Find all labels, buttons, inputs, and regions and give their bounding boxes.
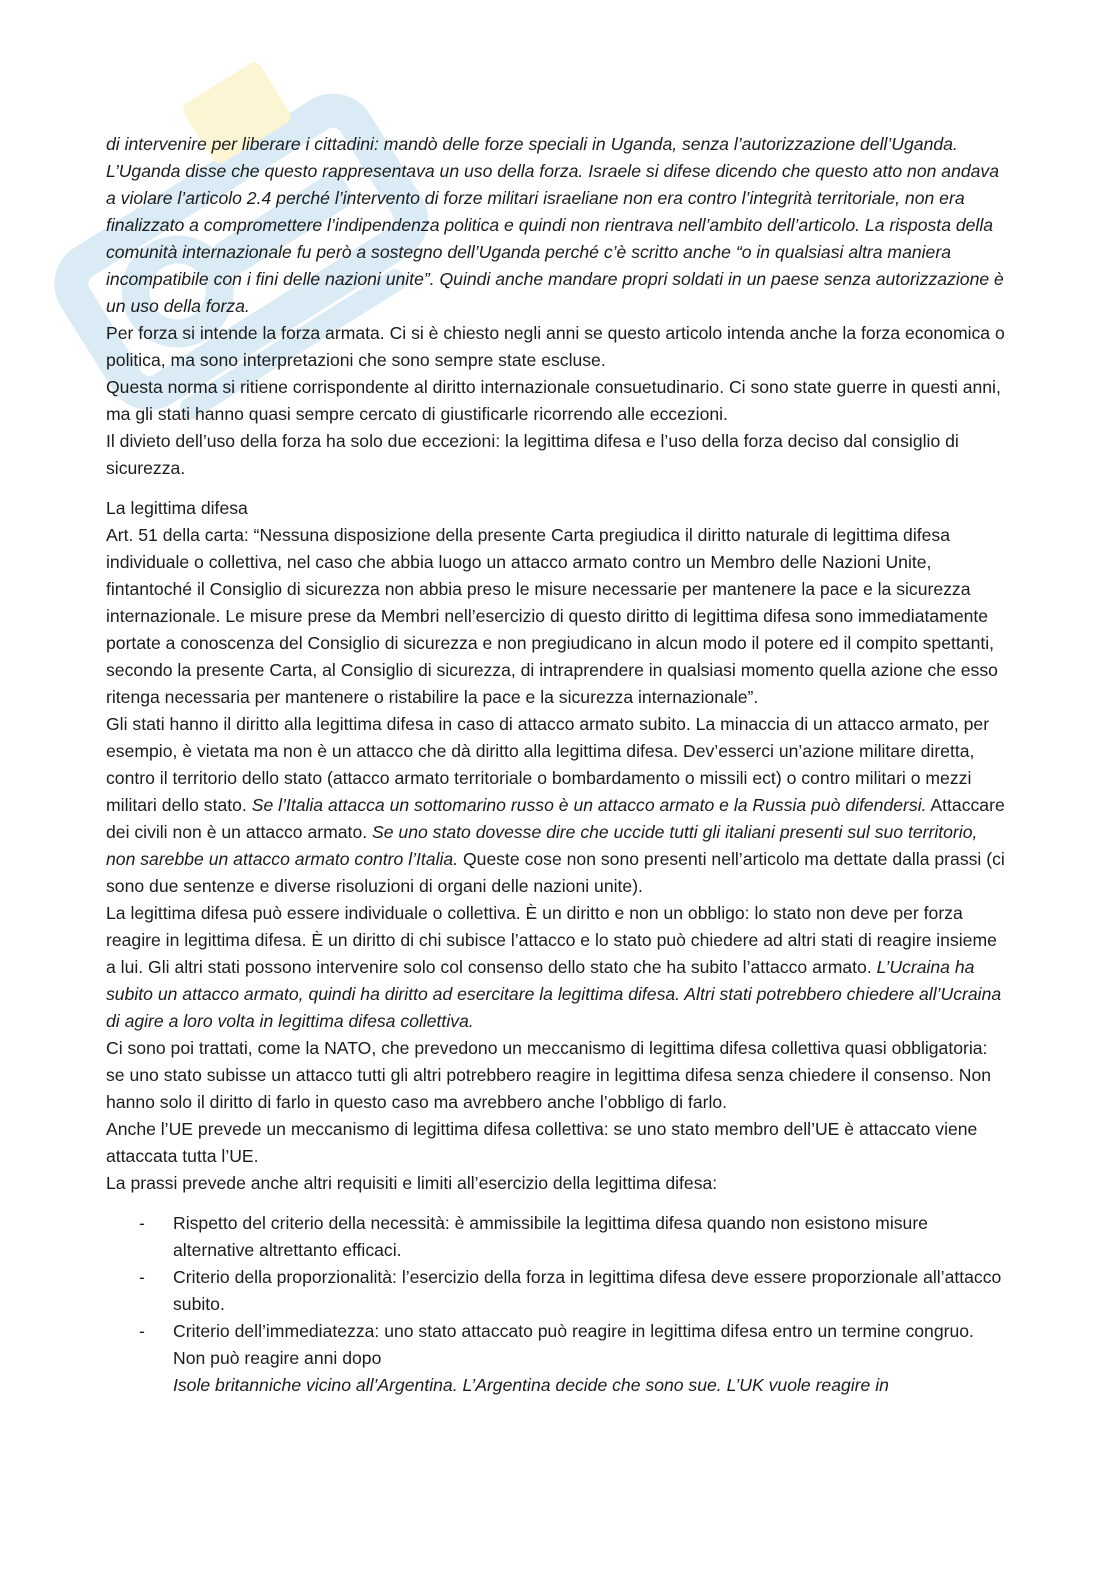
list-item-text: Criterio della proporzionalità: l’esercizio della forza in legittima difesa deve essere proporzionale all’attacco subito. bbox=[173, 1267, 1002, 1314]
list-item-text: Criterio dell’immediatezza: uno stato attaccato può reagire in legittima difesa entro un termine congruo. Non può reagire anni dopo bbox=[173, 1321, 974, 1368]
example-sottomarino: Se l’Italia attacca un sottomarino russo è un attacco armato e la Russia può difendersi. bbox=[251, 795, 927, 815]
text-run: La legittima difesa può essere individuale o collettiva. È un diritto e non un obbligo: lo stato non deve per forza reagire in legittima difesa. È un diritto di chi subisce l’attacco e lo stato può chiedere ad altri stati di reagire insieme a lui. Gli altri stati possono intervenire solo col consenso dello stato che ha subito l’attacco armato. bbox=[106, 903, 997, 977]
list-item bbox=[139, 1318, 1006, 1399]
list-bullet: - bbox=[139, 1267, 145, 1287]
text-run: Gli stati hanno il diritto alla legittima difesa in caso di attacco armato subito. La minaccia di un attacco armato, per esempio, è vietata ma non è un attacco che dà diritto alla legittima difesa. Dev’esserci un’azione militare diretta, contro il territorio dello stato (attacco armato territoriale o bombardamento o missili ect) o contro militari o mezzi militari dello stato. bbox=[106, 714, 990, 815]
example-falkland: Isole britanniche vicino all’Argentina. L’Argentina decide che sono sue. L’UK vuole reagire in bbox=[173, 1375, 889, 1395]
requirements-list bbox=[106, 1210, 1006, 1399]
example-ucraina: L’Ucraina ha subito un attacco armato, quindi ha diritto ad esercitare la legittima difesa. Altri stati potrebbero chiedere all’Ucraina di agire a loro volta in legittima difesa collettiva. bbox=[106, 957, 1002, 1031]
paragraph-diritto-consuetudinario: Questa norma si ritiene corrispondente al diritto internazionale consuetudinario. Ci sono state guerre in questi anni, ma gli stati hanno quasi sempre cercato di giustificarle ricorrendo alle eccezioni. bbox=[106, 377, 1001, 424]
paragraph-nato: Ci sono poi trattati, come la NATO, che prevedono un meccanismo di legittima difesa collettiva quasi obbligatoria: se uno stato subisse un attacco tutti gli altri potrebbero reagire in legittima difesa senza chiedere il consenso. Non hanno solo il diritto di farlo in questo caso ma avrebbero anche l’obbligo di farlo. bbox=[106, 1038, 992, 1112]
list-bullet: - bbox=[139, 1213, 145, 1233]
list-bullet: - bbox=[139, 1321, 145, 1341]
list-item-text: Rispetto del criterio della necessità: è ammissibile la legittima difesa quando non esistono misure alternative altrettanto efficaci. bbox=[173, 1213, 928, 1260]
list-item bbox=[139, 1264, 1006, 1318]
paragraph-eccezioni: Il divieto dell’uso della forza ha solo due eccezioni: la legittima difesa e l’uso della forza deciso dal consiglio di sicurezza. bbox=[106, 431, 959, 478]
paragraph-art-51: Art. 51 della carta: “Nessuna disposizione della presente Carta pregiudica il diritto naturale di legittima difesa individuale o collettiva, nel caso che abbia luogo un attacco armato contro un Membro delle Nazioni Unite, fintantoché il Consiglio di sicurezza non abbia preso le misure necessarie per mantenere la pace e la sicurezza internazionale. Le misure prese da Membri nell’esercizio di questo diritto di legittima difesa sono immediatamente portate a conoscenza del Consiglio di sicurezza e non pregiudicano in alcun modo il potere ed il compito spettanti, secondo la presente Carta, al Consiglio di sicurezza, di intraprendere in qualsiasi momento quella azione che esso ritenga necessaria per mantenere o ristabilire la pace e la sicurezza internazionale”. bbox=[106, 525, 998, 707]
paragraph-prassi: La prassi prevede anche altri requisiti e limiti all’esercizio della legittima difesa: bbox=[106, 1173, 718, 1193]
section-heading: La legittima difesa bbox=[106, 498, 248, 518]
list-item bbox=[139, 1210, 1006, 1264]
document-body bbox=[106, 131, 1006, 1399]
paragraph-uganda-case: di intervenire per liberare i cittadini: mandò delle forze speciali in Uganda, senza l’autorizzazione dell’Uganda. L’Uganda disse che questo rappresentava un uso della forza. Israele si difese dicendo che questo atto non andava a violare l’articolo 2.4 perché l’intervento di forze militari israeliane non era contro l’integrità territoriale, non era finalizzato a compromettere l’indipendenza politica e quindi non rientrava nell’ambito dell’articolo. La risposta della comunità internazionale fu però a sostegno dell’Uganda perché c’è scritto anche “o in qualsiasi altra maniera incompatibile con i fini delle nazioni unite”. Quindi anche mandare propri soldati in un paese senza autorizzazione è un uso della forza. bbox=[106, 134, 1004, 316]
paragraph-ue: Anche l’UE prevede un meccanismo di legittima difesa collettiva: se uno stato membro dell’UE è attaccato viene attaccata tutta l’UE. bbox=[106, 1119, 978, 1166]
example-civili: Se uno stato dovesse dire che uccide tutti gli italiani presenti sul suo territorio, non sarebbe un attacco armato contro l’Italia. bbox=[106, 822, 978, 869]
paragraph-individuale-collettiva bbox=[106, 900, 1006, 1035]
text-run: Queste cose non sono presenti nell’articolo ma dettate dalla prassi (ci sono due sentenze e diverse risoluzioni di organi delle nazioni unite). bbox=[106, 849, 1005, 896]
paragraph-forza-armata: Per forza si intende la forza armata. Ci si è chiesto negli anni se questo articolo intenda anche la forza economica o politica, ma sono interpretazioni che sono sempre state escluse. bbox=[106, 323, 1005, 370]
text-run: Attaccare dei civili non è un attacco armato. bbox=[106, 795, 1005, 842]
paragraph-attacco-armato bbox=[106, 711, 1006, 900]
